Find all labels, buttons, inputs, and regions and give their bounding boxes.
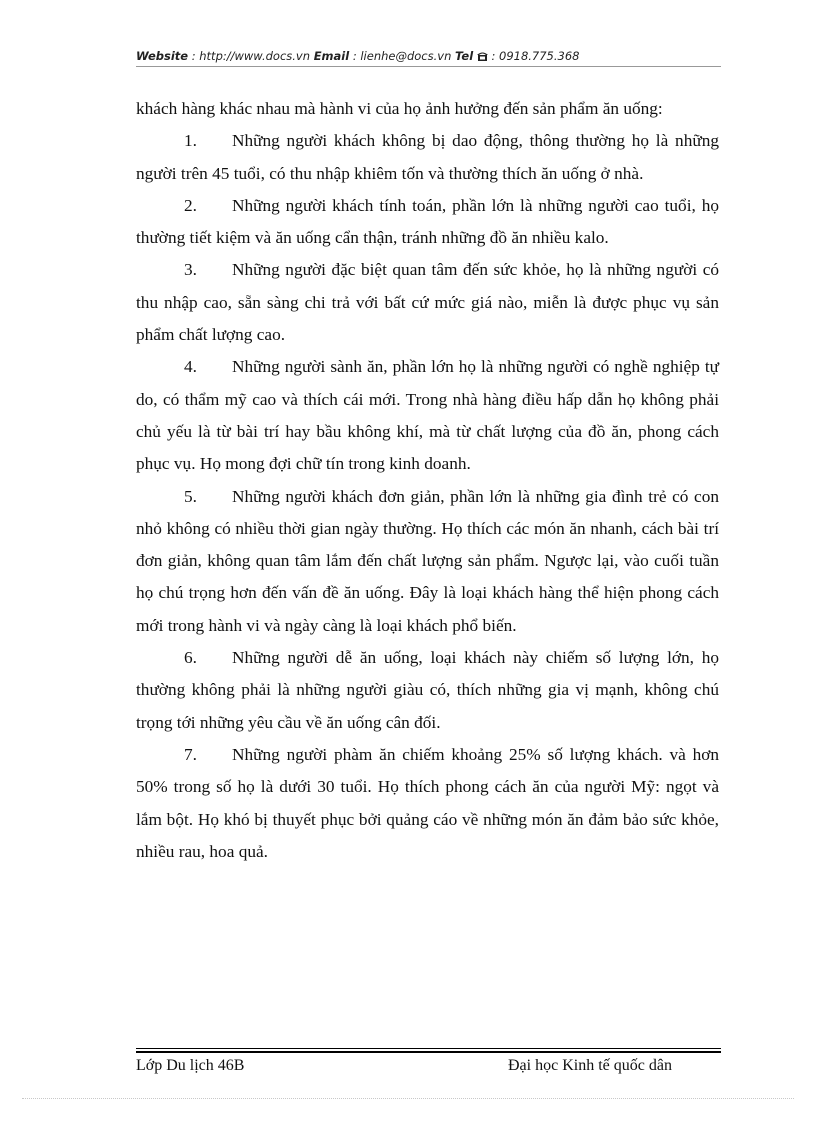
list-item-6 [136,642,719,739]
email-address: : lienhe@docs.vn [352,49,452,63]
document-body [136,93,719,868]
list-item-text: Những người đặc biệt quan tâm đến sức khỏe, họ là những người có thu nhập cao, sẵn sàng chi trả với bất cứ mức giá nào, miễn là được phục vụ sản phẩm chất lượng cao. [136,260,719,345]
intro-paragraph: khách hàng khác nhau mà hành vi của họ ảnh hưởng đến sản phẩm ăn uống: [136,99,663,118]
list-item-number: 4. [184,357,197,377]
list-item-text: Những người dễ ăn uống, loại khách này chiếm số lượng lớn, họ thường không phải là những người giàu có, thích những gia vị mạnh, không chú trọng tới những yêu cầu về ăn uống cân đối. [136,648,719,732]
list-item-5 [136,481,719,642]
footer-class-name: Lớp Du lịch 46B [136,1057,245,1074]
list-item-4 [136,351,719,480]
footer-divider-thick [136,1051,721,1053]
tel-label: Tel [455,49,474,63]
phone-number: : 0918.775.368 [491,49,580,63]
list-item-text: Những người khách đơn giản, phần lớn là những gia đình trẻ có con nhỏ không có nhiều thời gian ngày thường. Họ thích các món ăn nhanh, cách bài trí đơn giản, không quan tâm lắm đến chất lượng sản phẩm. Ngược lại, vào cuối tuần họ chú trọng hơn đến vấn đề ăn uống. Đây là loại khách hàng thể hiện phong cách mới trong hành vi và ngày càng là loại khách phổ biến. [136,486,719,635]
page-header [136,49,721,63]
list-item-number: 7. [184,744,197,764]
list-item-text: Những người khách không bị dao động, thông thường họ là những người trên 45 tuổi, có thu nhập khiêm tốn và thường thích ăn uống ở nhà. [136,131,719,183]
footer-divider-thin [136,1048,721,1049]
list-item-number: 2. [184,195,197,215]
list-item-text: Những người phàm ăn chiếm khoảng 25% số lượng khách. và hơn 50% trong số họ là dưới 30 tuổi. Họ thích phong cách ăn của người Mỹ: ngọt và lắm bột. Họ khó bị thuyết phục bởi quảng cáo về những món ăn đảm bảo sức khỏe, nhiều rau, hoa quả. [136,744,719,861]
list-item-number: 5. [184,486,197,506]
list-item-text: Những người sành ăn, phần lớn họ là những người có nghề nghiệp tự do, có thẩm mỹ cao và thích cái mới. Trong nhà hàng điều hấp dẫn họ không phải chủ yếu là từ bài trí hay bầu không khí, mà từ chất lượng của đồ ăn, phong cách phục vụ. Họ mong đợi chữ tín trong kinh doanh. [136,357,719,474]
list-item-text: Những người khách tính toán, phần lớn là những người cao tuổi, họ thường tiết kiệm và ăn uống cẩn thận, tránh những đồ ăn nhiều kalo. [136,195,719,248]
list-item-number: 3. [184,260,197,280]
list-item-number: 1. [184,131,197,151]
header-divider [136,66,721,67]
page-bottom-dotted-line [22,1098,794,1099]
list-item-7 [136,739,719,868]
email-label: Email [313,49,350,63]
list-item-2 [136,190,719,255]
footer-university: Đại học Kinh tế quốc dân [508,1057,672,1074]
list-item-1 [136,125,719,190]
website-url: : http://www.docs.vn [191,49,311,63]
list-item-number: 6. [184,648,197,668]
phone-icon [477,49,492,63]
website-label: Website [136,49,189,63]
list-item-3 [136,254,719,351]
